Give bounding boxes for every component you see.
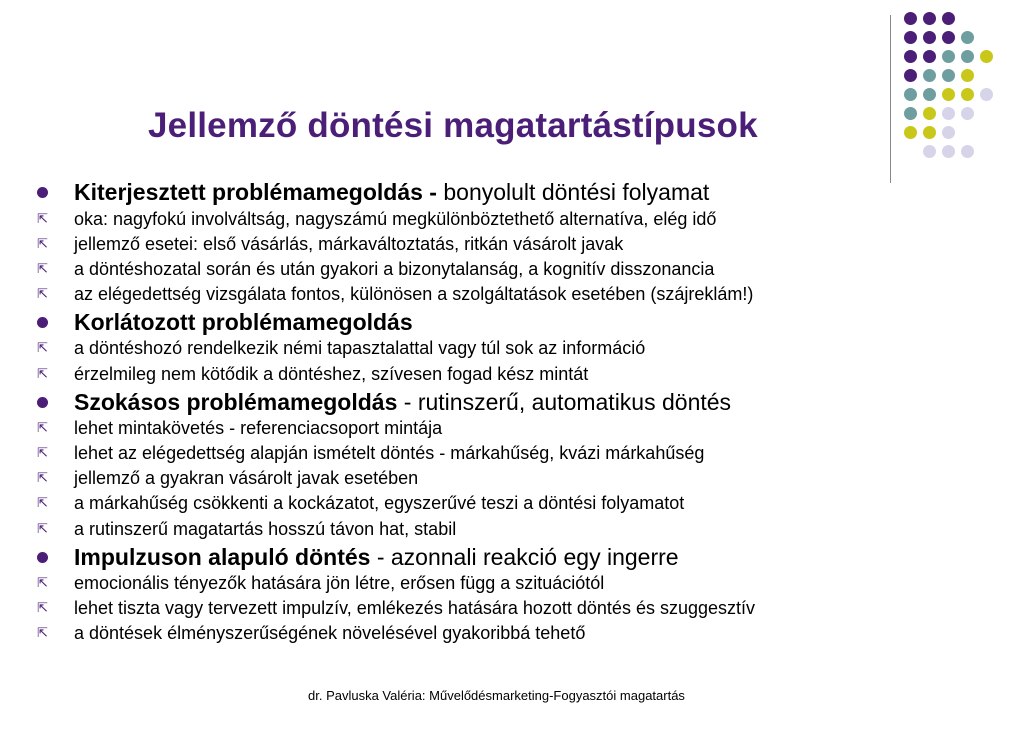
sub-point-text: a döntéshozatal során és után gyakori a bizonytalanság, a kognitív disszonancia (74, 258, 715, 279)
arrow-bullet-icon: ⇱ (37, 600, 48, 616)
decorative-dot (904, 69, 917, 82)
decorative-dot (904, 126, 917, 139)
arrow-bullet-icon: ⇱ (37, 575, 48, 591)
decorative-dot-grid (904, 12, 1014, 162)
arrow-bullet-icon: ⇱ (37, 420, 48, 436)
decorative-dot (961, 107, 974, 120)
slide-footer: dr. Pavluska Valéria: Művelődésmarketing-Fogyasztói magatartás (308, 688, 685, 703)
decorative-dot (904, 88, 917, 101)
section-heading-bold: Szokásos problémamegoldás (74, 388, 398, 415)
decorative-dot (942, 50, 955, 63)
arrow-bullet-icon: ⇱ (37, 520, 48, 536)
decorative-dot (923, 50, 936, 63)
bullet-dot-icon (37, 397, 48, 408)
decorative-dot (923, 126, 936, 139)
sub-point-text: a döntéshozó rendelkezik némi tapasztalattal vagy túl sok az információ (74, 338, 646, 359)
section-heading-text (74, 543, 679, 571)
decorative-dot (942, 107, 955, 120)
arrow-bullet-icon: ⇱ (37, 210, 48, 226)
section-heading-bold: Kiterjesztett problémamegoldás - (74, 179, 437, 205)
decorative-dot (980, 50, 993, 63)
sub-point-text: oka: nagyfokú involváltság, nagyszámú megkülönböztethető alternatíva, elég idő (74, 208, 717, 229)
decorative-dot (904, 50, 917, 63)
sub-point-text: jellemző a gyakran vásárolt javak esetében (74, 468, 419, 489)
divider-line (890, 15, 891, 183)
bullet-dot-icon (37, 552, 48, 563)
sub-point-text: jellemző esetei: első vásárlás, márkaváltoztatás, ritkán vásárolt javak (74, 233, 624, 254)
arrow-bullet-icon: ⇱ (37, 445, 48, 461)
bullet-dot-icon (37, 187, 48, 198)
section-heading-text (74, 388, 731, 416)
decorative-dot (942, 126, 955, 139)
decorative-dot (923, 88, 936, 101)
sub-point-text: a rutinszerű magatartás hosszú távon hat, stabil (74, 518, 457, 539)
decorative-dot (980, 88, 993, 101)
sub-point-text: a márkahűség csökkenti a kockázatot, egyszerűvé teszi a döntési folyamatot (74, 493, 685, 514)
decorative-dot (961, 50, 974, 63)
section-heading-rest: - rutinszerű, automatikus döntés (397, 388, 732, 415)
arrow-bullet-icon: ⇱ (37, 340, 48, 356)
decorative-dot (961, 69, 974, 82)
arrow-bullet-icon: ⇱ (37, 285, 48, 301)
decorative-dot (904, 12, 917, 25)
decorative-dot (904, 31, 917, 44)
decorative-dot (923, 145, 936, 158)
section-heading-text (74, 308, 413, 336)
decorative-dot (942, 69, 955, 82)
section-heading-bold: Korlátozott problémamegoldás (74, 308, 413, 335)
decorative-dot (942, 88, 955, 101)
sub-point-text: lehet az elégedettség alapján ismételt döntés - márkahűség, kvázi márkahűség (74, 443, 705, 464)
sub-point-text: az elégedettség vizsgálata fontos, különösen a szolgáltatások esetében (szájreklám!) (74, 283, 754, 304)
decorative-dot (961, 31, 974, 44)
decorative-dot (942, 12, 955, 25)
decorative-dot (923, 107, 936, 120)
sub-point-text: lehet tiszta vagy tervezett impulzív, emlékezés hatására hozott döntés és szuggesztív (74, 598, 756, 619)
sub-point-text: a döntések élményszerűségének növelésével gyakoribbá tehető (74, 623, 586, 644)
section-heading-text (74, 178, 709, 206)
arrow-bullet-icon: ⇱ (37, 625, 48, 641)
sub-point-text: lehet mintakövetés - referenciacsoport mintája (74, 418, 443, 439)
decorative-dot (923, 69, 936, 82)
decorative-dot (961, 145, 974, 158)
decorative-dot (923, 12, 936, 25)
arrow-bullet-icon: ⇱ (37, 235, 48, 251)
section-heading-rest: bonyolult döntési folyamat (436, 179, 710, 205)
decorative-dot (942, 145, 955, 158)
sub-point-text: emocionális tényezők hatására jön létre, erősen függ a szituációtól (74, 573, 605, 594)
arrow-bullet-icon: ⇱ (37, 470, 48, 486)
decorative-dot (923, 31, 936, 44)
arrow-bullet-icon: ⇱ (37, 495, 48, 511)
section-heading-rest: - azonnali reakció egy ingerre (370, 543, 679, 570)
arrow-bullet-icon: ⇱ (37, 260, 48, 276)
decorative-dot (942, 31, 955, 44)
section-heading-bold: Impulzuson alapuló döntés (74, 543, 371, 570)
bullet-dot-icon (37, 317, 48, 328)
decorative-dot (961, 88, 974, 101)
decorative-dot (904, 107, 917, 120)
slide-title: Jellemző döntési magatartástípusok (148, 106, 758, 145)
arrow-bullet-icon: ⇱ (37, 365, 48, 381)
sub-point-text: érzelmileg nem kötődik a döntéshez, szívesen fogad kész mintát (74, 363, 589, 384)
